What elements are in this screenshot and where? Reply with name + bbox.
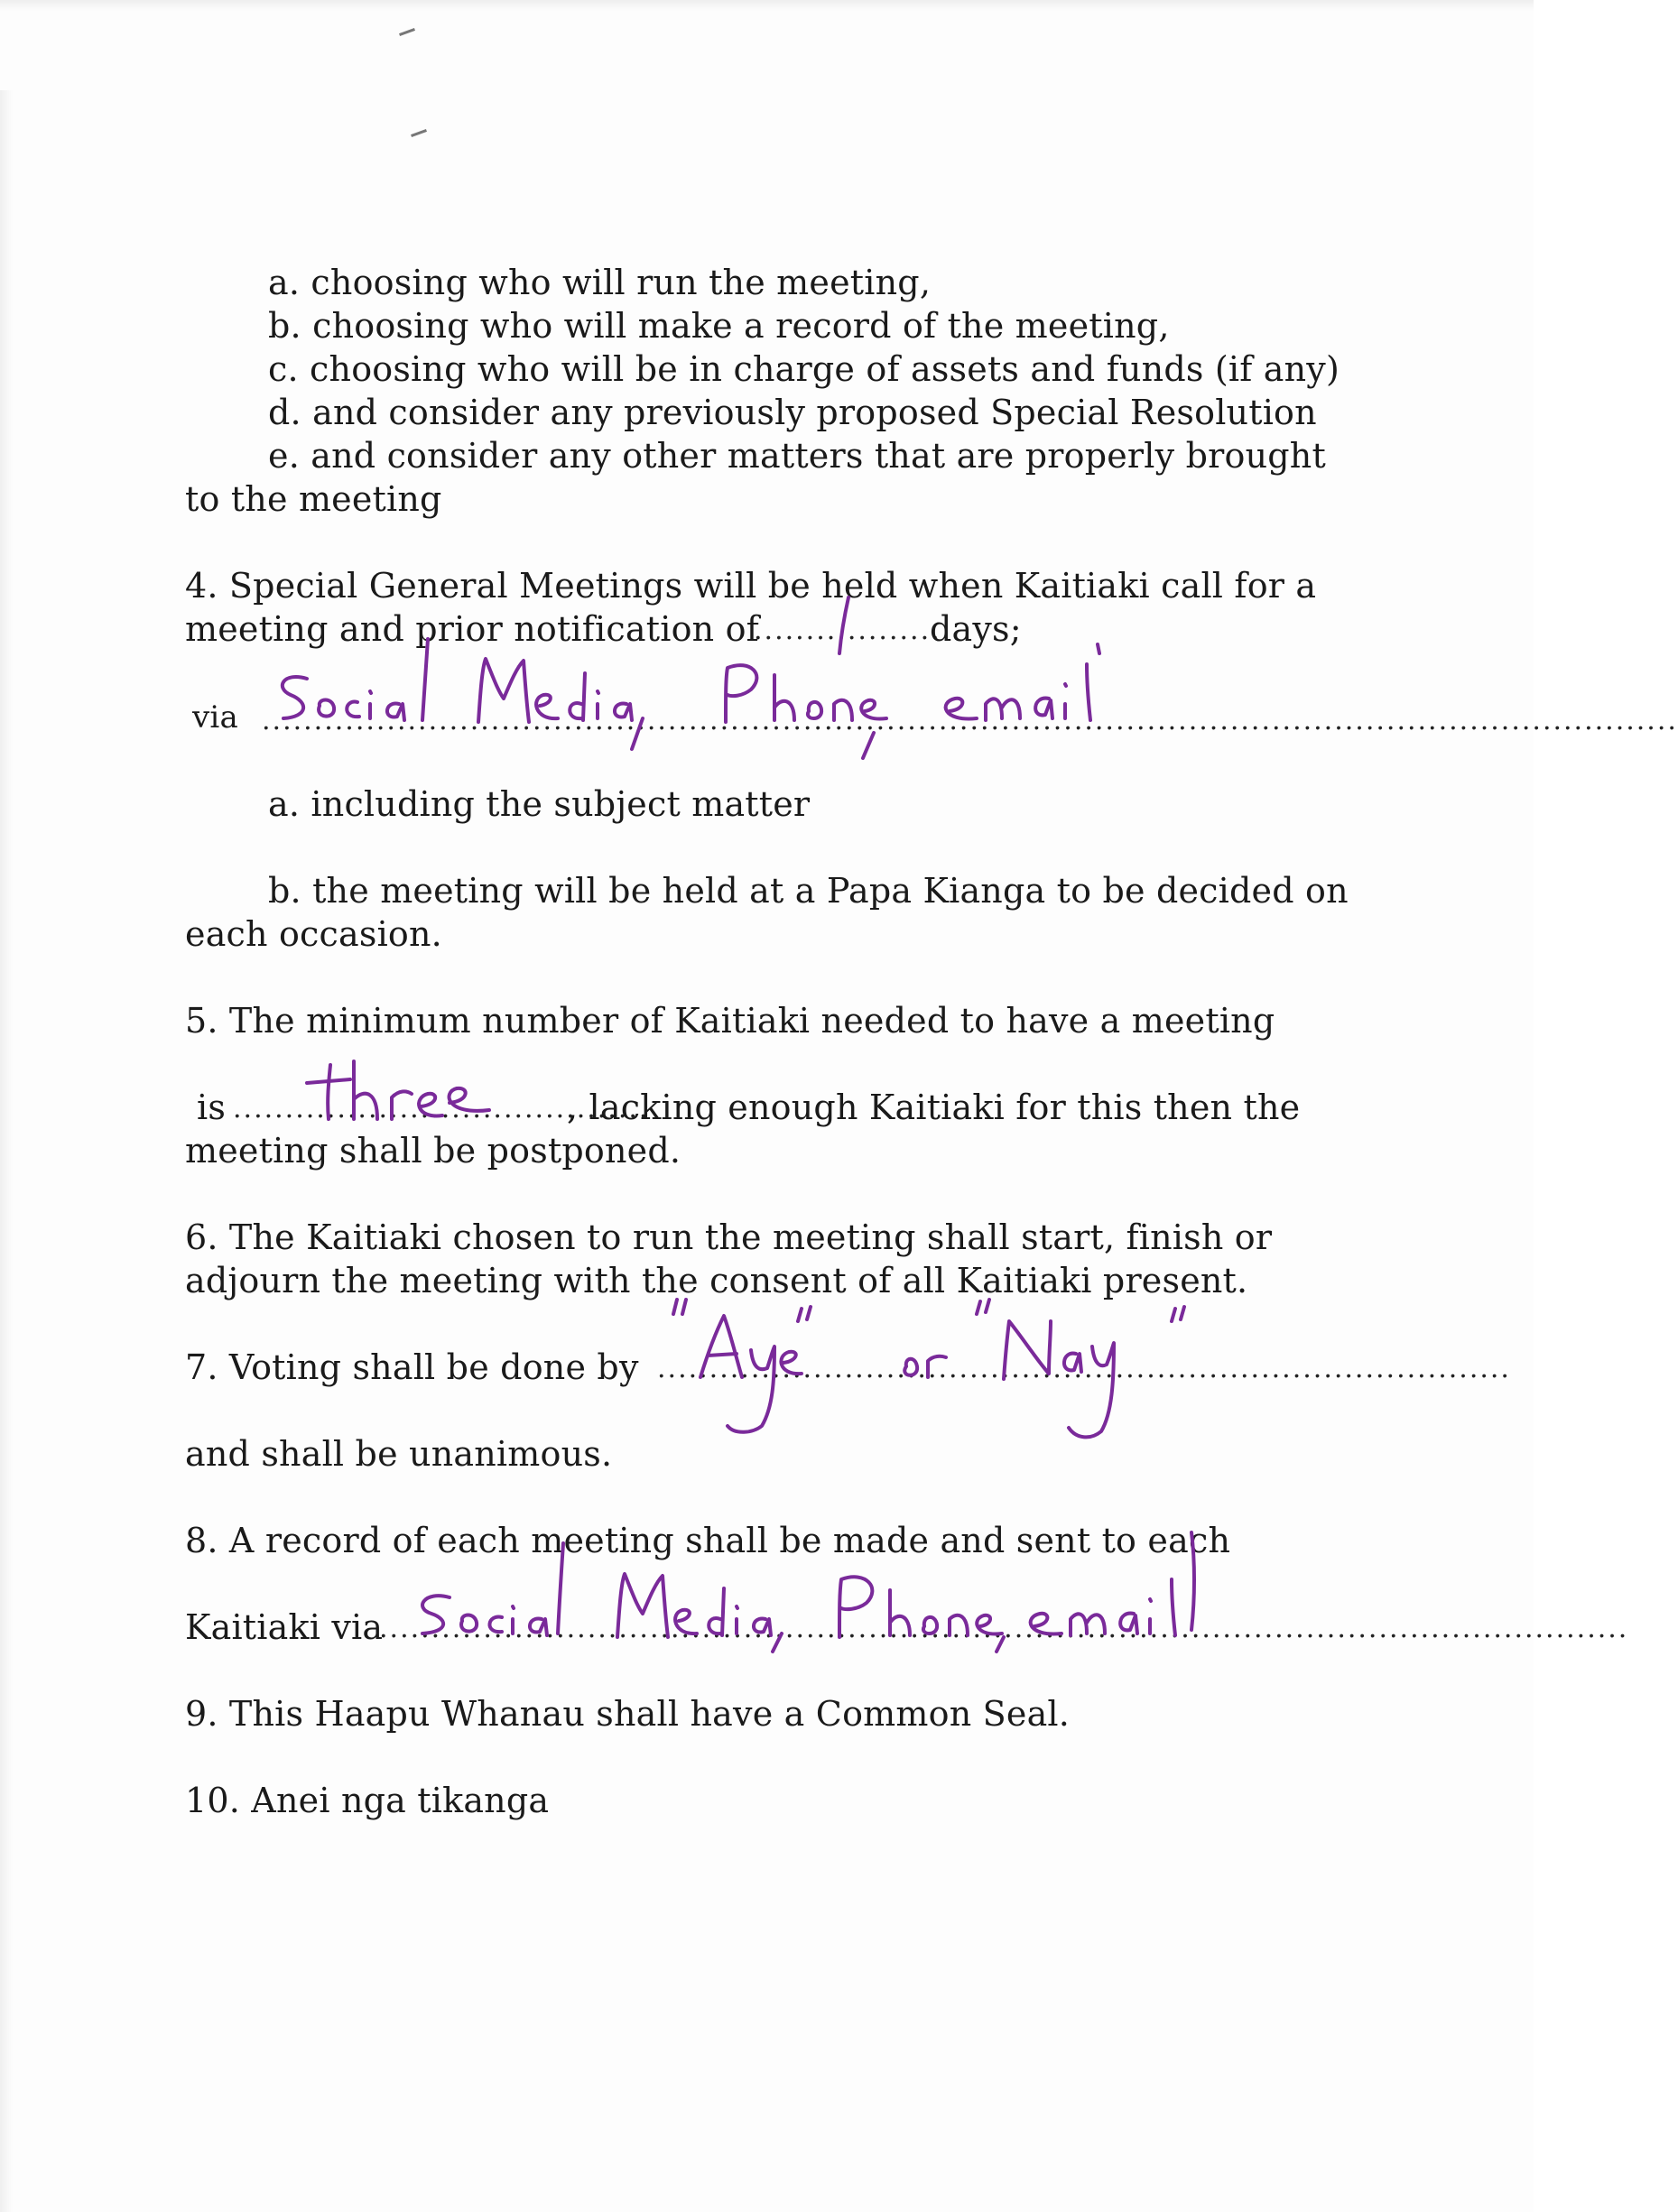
stray-mark: [399, 28, 415, 36]
handwritten-record-via: [397, 1525, 1345, 1652]
is-label: is: [197, 1087, 227, 1127]
clause4-line2-prefix: meeting and prior notification of: [185, 609, 759, 649]
clause9: 9. This Haapu Whanau shall have a Common Seal.: [185, 1694, 1071, 1734]
clause4-sub-a: a. including the subject matter: [268, 784, 811, 824]
notice-via-blank: ........................................................................................................................................: [262, 705, 1678, 736]
clause5-line2-suffix: , lacking enough Kaitiaki for this then the: [567, 1087, 1301, 1127]
clause8-line2-prefix: Kaitiaki via: [185, 1607, 384, 1647]
clause4-sub-b-line1: b. the meeting will be held at a Papa Kianga to be decided on: [268, 871, 1349, 911]
item-b: b. choosing who will make a record of the meeting,: [268, 306, 1170, 346]
clause8-line1: 8. A record of each meeting shall be made and sent to each: [185, 1521, 1231, 1560]
clause4-line1: 4. Special General Meetings will be held when Kaitiaki call for a: [185, 566, 1317, 606]
stray-mark: [411, 129, 427, 137]
item-e-line2: to the meeting: [185, 479, 442, 519]
voting-method-blank: ..................................................................................: [657, 1353, 1511, 1384]
item-a: a. choosing who will run the meeting,: [268, 263, 932, 302]
clause10: 10. Anei nga tikanga: [185, 1781, 550, 1820]
clause4-sub-b-line2: each occasion.: [185, 914, 442, 954]
item-e-line1: e. and consider any other matters that are properly brought: [268, 436, 1326, 476]
clause5-line3: meeting shall be postponed.: [185, 1131, 681, 1171]
scan-edge-left: [0, 90, 13, 2212]
via-label: via: [192, 699, 238, 736]
handwritten-minimum-kaitiaki: [298, 1056, 496, 1128]
record-via-blank: ........................................................................................................................: [379, 1613, 1629, 1644]
item-c: c. choosing who will be in charge of assets and funds (if any): [268, 349, 1340, 389]
clause7-line1-prefix: 7. Voting shall be done by: [185, 1347, 639, 1387]
handwritten-notice-via: [264, 632, 1175, 758]
clause7-line2: and shall be unanimous.: [185, 1434, 613, 1474]
clause4-line2-suffix: days;: [930, 609, 1022, 649]
item-d: d. and consider any previously proposed Special Resolution: [268, 393, 1317, 432]
clause5-line1: 5. The minimum number of Kaitiaki needed to have a meeting: [185, 1001, 1275, 1041]
minimum-kaitiaki-blank: ........................................: [233, 1093, 650, 1125]
scan-edge-top: [0, 0, 1534, 11]
notice-days-blank: ..................: [754, 615, 941, 646]
clause6-line1: 6. The Kaitiaki chosen to run the meeting shall start, finish or: [185, 1217, 1273, 1257]
handwritten-voting-method: [664, 1291, 1224, 1462]
clause6-line2: adjourn the meeting with the consent of all Kaitiaki present.: [185, 1261, 1248, 1300]
